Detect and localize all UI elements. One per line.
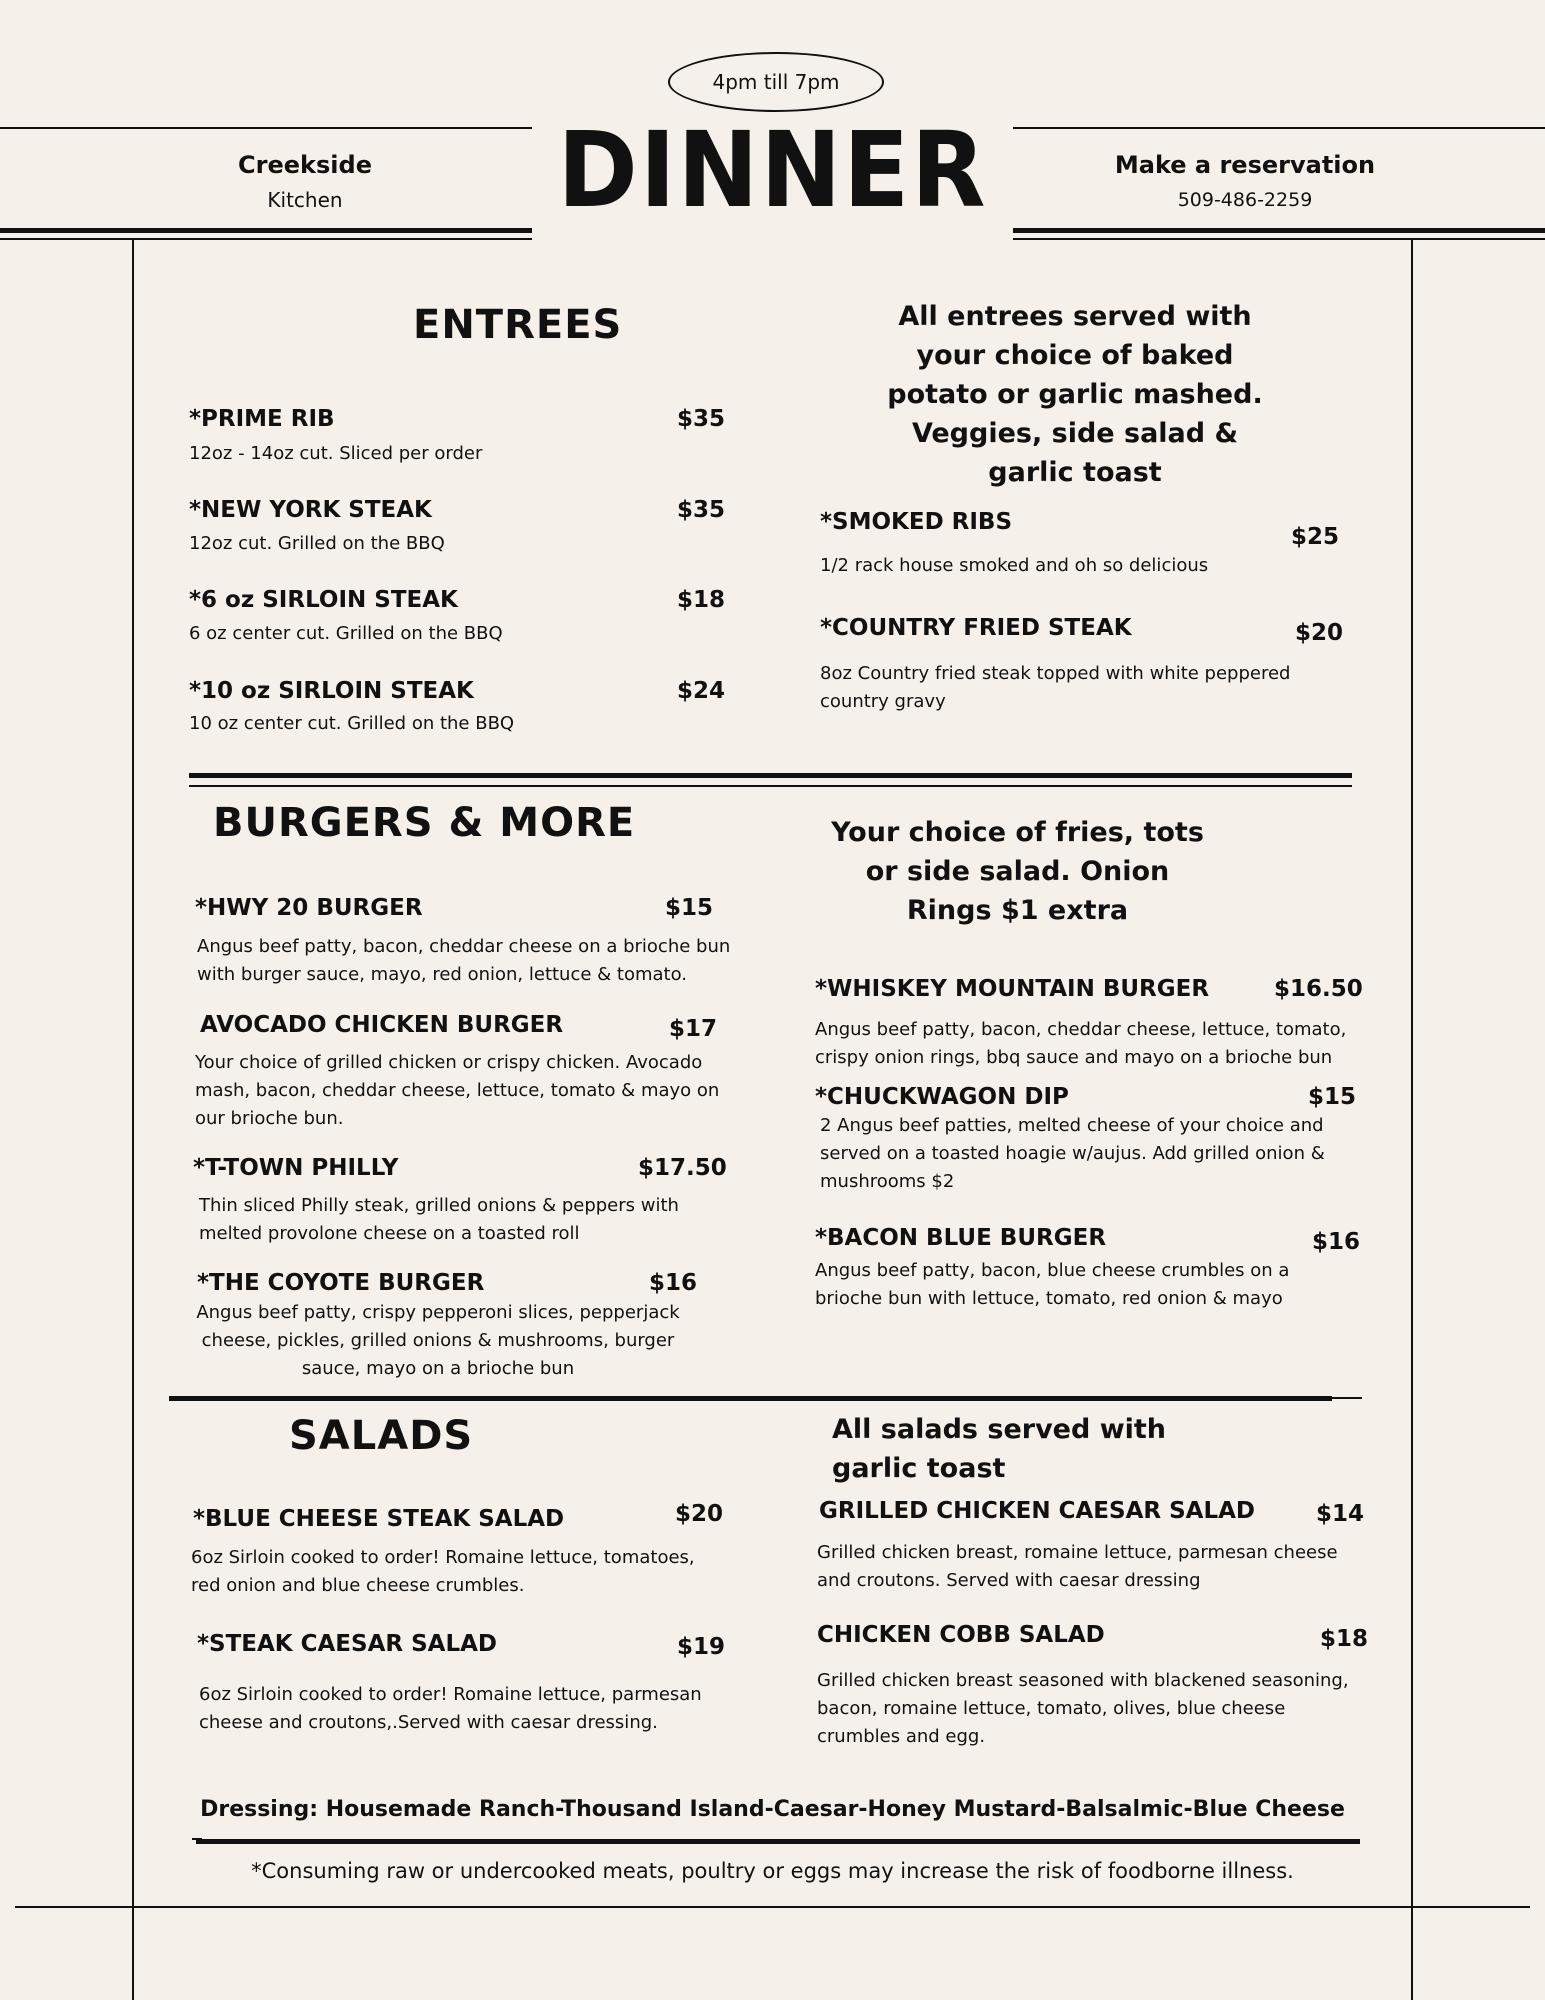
menu-item-name: GRILLED CHICKEN CAESAR SALAD xyxy=(819,1498,1256,1524)
header-bottom-right-rule-thick xyxy=(1013,228,1545,233)
menu-item-name: *STEAK CAESAR SALAD xyxy=(197,1631,498,1657)
menu-item-name: *WHISKEY MOUNTAIN BURGER xyxy=(815,976,1210,1002)
menu-item-desc: Your choice of grilled chicken or crispy chicken. Avocado mash, bacon, cheddar cheese, lettuce, tomato & mayo on our brioche bun. xyxy=(195,1052,720,1129)
menu-item-price: $16 xyxy=(1312,1229,1361,1255)
page-title: DINNER xyxy=(557,109,988,231)
menu-item-name: *BACON BLUE BURGER xyxy=(815,1225,1107,1251)
menu-item-desc: 6oz Sirloin cooked to order! Romaine lettuce, tomatoes, red onion and blue cheese crumbles. xyxy=(191,1547,695,1596)
menu-item-name: *NEW YORK STEAK xyxy=(189,497,432,523)
burgers-title: BURGERS & MORE xyxy=(213,800,636,846)
header-top-right-rule xyxy=(1013,127,1545,129)
menu-item-desc: Grilled chicken breast, romaine lettuce, parmesan cheese and croutons. Served with caesar dressing xyxy=(817,1542,1338,1591)
menu-item-price: $35 xyxy=(677,497,726,523)
header-bottom-right-rule-thin xyxy=(1013,238,1545,240)
menu-item-name: *BLUE CHEESE STEAK SALAD xyxy=(193,1506,565,1532)
dressing-divider-thick xyxy=(196,1839,1360,1844)
entrees-note: All entrees served with your choice of baked potato or garlic mashed. Veggies, side salad & garlic toast xyxy=(887,301,1263,488)
menu-item-desc: 2 Angus beef patties, melted cheese of your choice and served on a toasted hoagie w/aujus. Add grilled onion & mushrooms $2 xyxy=(820,1115,1325,1192)
menu-item-price: $15 xyxy=(665,895,714,921)
hours-text: 4pm till 7pm xyxy=(712,70,840,94)
menu-item-price: $19 xyxy=(677,1634,726,1660)
menu-item-price: $16.50 xyxy=(1274,976,1363,1002)
burgers-divider-thin xyxy=(1332,1397,1362,1399)
brand-subtitle: Kitchen xyxy=(267,188,343,212)
menu-item-name: *10 oz SIRLOIN STEAK xyxy=(189,678,474,704)
menu-item-price: $15 xyxy=(1308,1084,1357,1110)
hours-badge xyxy=(668,52,884,112)
menu-item-desc: Angus beef patty, bacon, cheddar cheese on a brioche bun with burger sauce, mayo, red onion, lettuce & tomato. xyxy=(197,936,731,985)
frame-bottom-rule xyxy=(15,1906,1530,1908)
brand-name: Creekside xyxy=(238,151,372,179)
dressing-divider-thin xyxy=(192,1838,202,1840)
menu-item-price: $18 xyxy=(1320,1626,1369,1652)
dressing-options: Dressing: Housemade Ranch-Thousand Island-Caesar-Honey Mustard-Balsalmic-Blue Cheese xyxy=(200,1797,1345,1822)
menu-item-desc: 6oz Sirloin cooked to order! Romaine lettuce, parmesan cheese and croutons,.Served with caesar dressing. xyxy=(199,1684,702,1733)
menu-item-desc: Angus beef patty, crispy pepperoni slices, pepperjack cheese, pickles, grilled onions & mushrooms, burger sauce, mayo on a brioche bun xyxy=(196,1302,680,1379)
salads-title: SALADS xyxy=(289,1413,474,1459)
menu-item-desc: 12oz cut. Grilled on the BBQ xyxy=(189,533,445,554)
menu-item-desc: Angus beef patty, bacon, blue cheese crumbles on a brioche bun with lettuce, tomato, red onion & mayo xyxy=(815,1260,1290,1309)
menu-item-name: *COUNTRY FRIED STEAK xyxy=(820,615,1132,641)
menu-item-price: $25 xyxy=(1291,524,1340,550)
menu-item-name: *PRIME RIB xyxy=(189,406,335,432)
reservation-phone[interactable]: 509-486-2259 xyxy=(1177,189,1313,211)
menu-item-desc: Angus beef patty, bacon, cheddar cheese, lettuce, tomato, crispy onion rings, bbq sauce and mayo on a brioche bun xyxy=(815,1019,1347,1068)
menu-item-price: $18 xyxy=(677,587,726,613)
menu-item-price: $14 xyxy=(1316,1501,1365,1527)
menu-item-name: AVOCADO CHICKEN BURGER xyxy=(200,1012,564,1038)
header-bottom-left-rule-thin xyxy=(0,238,532,240)
menu-item-price: $16 xyxy=(649,1270,698,1296)
header-top-left-rule xyxy=(0,127,532,129)
burgers-divider-thick xyxy=(169,1396,1332,1401)
menu-item-name: *T-TOWN PHILLY xyxy=(193,1155,399,1181)
menu-item-price: $20 xyxy=(1295,620,1344,646)
menu-item-price: $17.50 xyxy=(638,1155,727,1181)
entrees-title: ENTREES xyxy=(413,302,623,348)
menu-item-price: $17 xyxy=(669,1016,718,1042)
menu-item-name: *6 oz SIRLOIN STEAK xyxy=(189,587,458,613)
menu-item-desc: 12oz - 14oz cut. Sliced per order xyxy=(189,443,483,464)
reservation-label: Make a reservation xyxy=(1114,151,1376,179)
menu-item-name: *SMOKED RIBS xyxy=(820,509,1013,535)
menu-item-name: CHICKEN COBB SALAD xyxy=(817,1622,1105,1648)
menu-item-price: $35 xyxy=(677,406,726,432)
entrees-divider-thick xyxy=(189,773,1352,778)
frame-right-vertical xyxy=(1411,240,1413,2000)
menu-item-desc: Thin sliced Philly steak, grilled onions & peppers with melted provolone cheese on a toasted roll xyxy=(199,1195,679,1244)
menu-item-desc: 10 oz center cut. Grilled on the BBQ xyxy=(189,713,515,734)
burgers-note: Your choice of fries, tots or side salad. Onion Rings $1 extra xyxy=(831,817,1204,926)
menu-item-desc: 8oz Country fried steak topped with white peppered country gravy xyxy=(820,663,1291,712)
menu-item-desc: 6 oz center cut. Grilled on the BBQ xyxy=(189,623,503,644)
menu-item-price: $24 xyxy=(677,678,726,704)
salads-note: All salads served with garlic toast xyxy=(832,1414,1167,1484)
menu-item-price: $20 xyxy=(675,1501,724,1527)
menu-item-name: *THE COYOTE BURGER xyxy=(197,1270,485,1296)
header-bottom-left-rule-thick xyxy=(0,228,532,233)
menu-item-desc: Grilled chicken breast seasoned with blackened seasoning, bacon, romaine lettuce, tomato, olives, blue cheese crumbles and egg. xyxy=(817,1670,1349,1747)
menu-item-name: *CHUCKWAGON DIP xyxy=(815,1084,1069,1110)
menu-item-desc: 1/2 rack house smoked and oh so delicious xyxy=(820,555,1209,576)
food-safety-disclaimer: *Consuming raw or undercooked meats, poultry or eggs may increase the risk of foodborne illness. xyxy=(251,1859,1294,1883)
entrees-divider-thin xyxy=(189,785,1352,787)
menu-item-name: *HWY 20 BURGER xyxy=(195,895,423,921)
frame-left-vertical xyxy=(132,240,134,2000)
